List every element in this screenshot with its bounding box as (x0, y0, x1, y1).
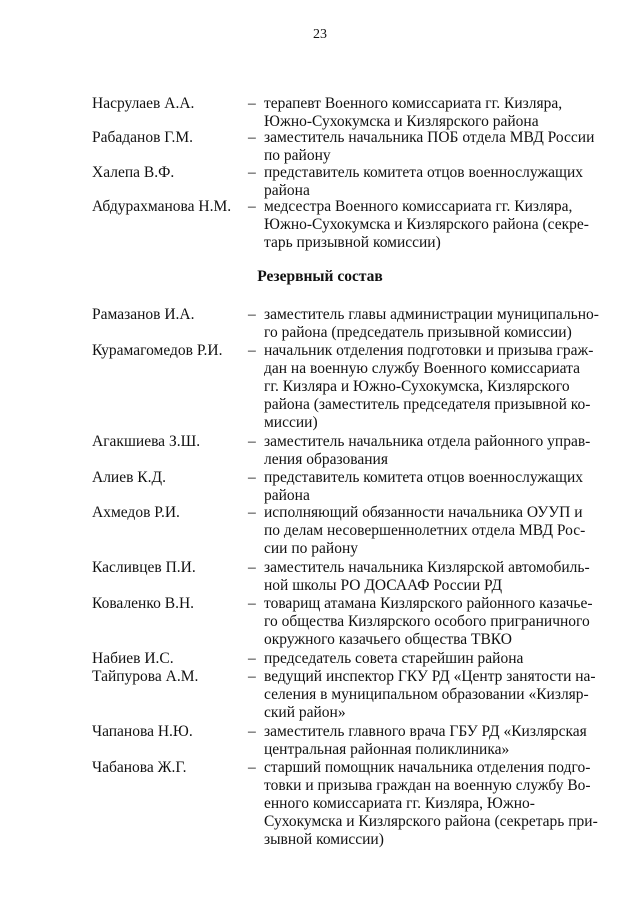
member-role: начальник отделения подготовки и призыва граж- дан на военную службу Военного комиссариата гг. Кизляра и Южно-Сухокумска, Кизлярского района (заместитель председателя призывной ко- миссии) (264, 342, 594, 431)
dash-separator: – (248, 668, 256, 685)
dash-separator: – (248, 433, 256, 450)
member-row (92, 433, 604, 469)
member-name: Чабанова Ж.Г. (92, 759, 187, 776)
member-role: ведущий инспектор ГКУ РД «Центр занятости на- селения в муниципальном образовании «Кизляр- ский район» (264, 668, 596, 721)
dash-separator: – (248, 342, 256, 359)
dash-separator: – (248, 306, 256, 323)
member-role: товарищ атамана Кизлярского районного казачье- го общества Кизлярского особого приграничного окружного казачьего общества ТВКО (264, 595, 593, 648)
member-name: Курамагомедов Р.И. (92, 342, 223, 359)
member-role: медсестра Военного комиссариата гг. Кизляра, Южно-Сухокумска и Кизлярского района (секре- тарь призывной комиссии) (264, 198, 589, 251)
dash-separator: – (248, 469, 256, 486)
member-row (92, 759, 604, 849)
member-name: Насрулаев А.А. (92, 95, 195, 112)
reserve-members-list (92, 306, 604, 849)
member-row (92, 559, 604, 595)
member-role: заместитель главного врача ГБУ РД «Кизлярская центральная районная поликлиника» (264, 723, 587, 758)
member-role: исполняющий обязанности начальника ОУУП и по делам несовершеннолетних отдела МВД Рос- сии по району (264, 504, 586, 557)
dash-separator: – (248, 759, 256, 776)
member-row (92, 342, 604, 433)
dash-separator: – (248, 650, 256, 667)
member-name: Коваленко В.Н. (92, 595, 195, 612)
member-role: заместитель главы администрации муниципально- го района (председатель призывной комиссии) (264, 306, 599, 341)
member-row (92, 129, 604, 164)
member-name: Ахмедов Р.И. (92, 504, 180, 521)
dash-separator: – (248, 723, 256, 740)
dash-separator: – (248, 198, 256, 215)
member-row (92, 595, 604, 650)
member-name: Тайпурова А.М. (92, 668, 199, 685)
member-row (92, 95, 604, 129)
member-name: Абдурахманова Н.М. (92, 198, 232, 215)
member-name: Чапанова Н.Ю. (92, 723, 193, 740)
dash-separator: – (248, 559, 256, 576)
dash-separator: – (248, 129, 256, 146)
member-row (92, 650, 604, 668)
dash-separator: – (248, 164, 256, 181)
member-role: заместитель начальника ПОБ отдела МВД России по району (264, 129, 595, 164)
member-role: представитель комитета отцов военнослужащих района (264, 164, 583, 199)
main-members-list (92, 95, 604, 252)
dash-separator: – (248, 595, 256, 612)
member-row (92, 504, 604, 559)
member-row (92, 306, 604, 342)
member-role: старший помощник начальника отделения подго- товки и призыва граждан на военную службу Во- енного комиссариата гг. Кизляра, Южно- Сухокумска и Кизлярского района (секретарь при- зывной комиссии) (264, 759, 598, 848)
member-name: Агакшиева З.Ш. (92, 433, 201, 450)
member-name: Набиев И.С. (92, 650, 174, 667)
reserve-heading: Резервный состав (257, 268, 383, 285)
member-role: председатель совета старейшин района (264, 650, 524, 667)
dash-separator: – (248, 504, 256, 521)
member-role: заместитель начальника Кизлярской автомобиль- ной школы РО ДОСААФ России РД (264, 559, 590, 594)
page-number: 23 (313, 27, 327, 42)
member-name: Рабаданов Г.М. (92, 129, 194, 146)
member-role: заместитель начальника отдела районного управ- ления образования (264, 433, 591, 468)
member-row (92, 723, 604, 759)
member-row (92, 164, 604, 198)
member-row (92, 198, 604, 252)
member-role: терапевт Военного комиссариата гг. Кизляра, Южно-Сухокумска и Кизлярского района (264, 95, 563, 130)
dash-separator: – (248, 95, 256, 112)
member-name: Рамазанов И.А. (92, 306, 195, 323)
member-name: Алиев К.Д. (92, 469, 166, 486)
member-row (92, 469, 604, 504)
member-name: Касливцев П.И. (92, 559, 196, 576)
member-role: представитель комитета отцов военнослужащих района (264, 469, 583, 504)
member-row (92, 668, 604, 723)
member-name: Халепа В.Ф. (92, 164, 175, 181)
